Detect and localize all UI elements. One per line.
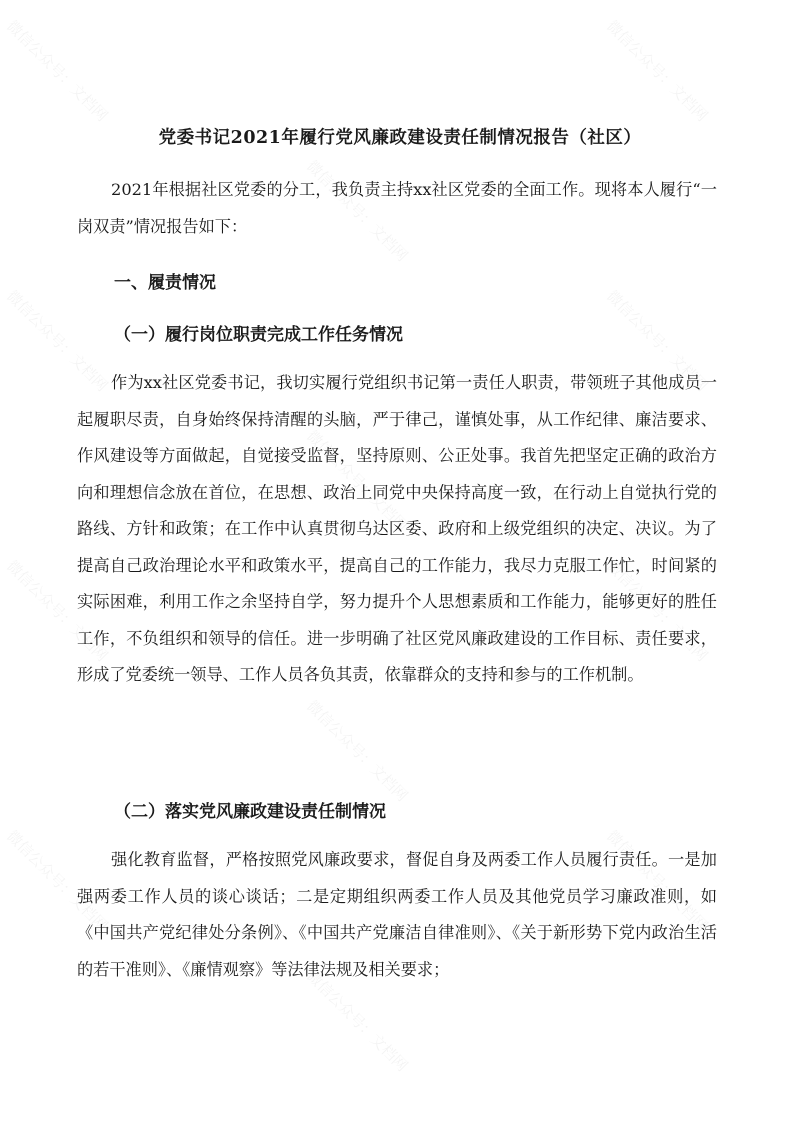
watermark-text <box>2 15 112 125</box>
section-heading-responsibilities: 一、履责情况 <box>114 273 216 293</box>
watermark-text <box>302 695 412 805</box>
document-title: 党委书记2021年履行党风廉政建设责任制情况报告（社区） <box>158 128 642 148</box>
duties-paragraph: 作为xx社区党委书记，我切实履行党组织书记第一责任人职责，带领班子其他成员一起履职尽责，自身始终保持清醒的头脑，严于律己，谨慎处事，从工作纪律、廉洁要求、作风建设等方面做起，自觉接受监督，坚持原则、公正处事。我首先把坚定正确的政治方向和理想信念放在首位，在思想、政治上同党中央保持高度一致，在行动上自觉执行党的路线、方针和政策；在工作中认真贯彻乌达区委、政府和上级党组织的决定、决议。为了提高自己政治理论水平和政策水平，提高自己的工作能力，我尽力克服工作忙，时间紧的实际困难，利用工作之余坚持自学，努力提升个人思想素质和工作能力，能够更好的胜任工作，不负组织和领导的信任。进一步明确了社区党风廉政建设的工作目标、责任要求，形成了党委统一领导、工作人员各负其责，依靠群众的支持和参与的工作机制。 <box>77 373 717 684</box>
watermark-text <box>602 15 712 125</box>
accountability-paragraph: 强化教育监督，严格按照党风廉政要求，督促自身及两委工作人员履行责任。一是加强两委工作人员的谈心谈话；二是定期组织两委工作人员及其他党员学习廉政准则，如《中国共产党纪律处分条例》、《中国共产党廉洁自律准则》、《关于新形势下党内政治生活的若干准则》、《廉情观察》等法律法规及相关要求； <box>77 850 717 979</box>
subsection-heading-duties: （一）履行岗位职责完成工作任务情况 <box>114 325 403 345</box>
intro-paragraph: 2021年根据社区党委的分工，我负责主持xx社区党委的全面工作。现将本人履行“一岗双责”情况报告如下： <box>77 180 717 236</box>
subsection-heading-accountability: （二）落实党风廉政建设责任制情况 <box>114 802 386 822</box>
